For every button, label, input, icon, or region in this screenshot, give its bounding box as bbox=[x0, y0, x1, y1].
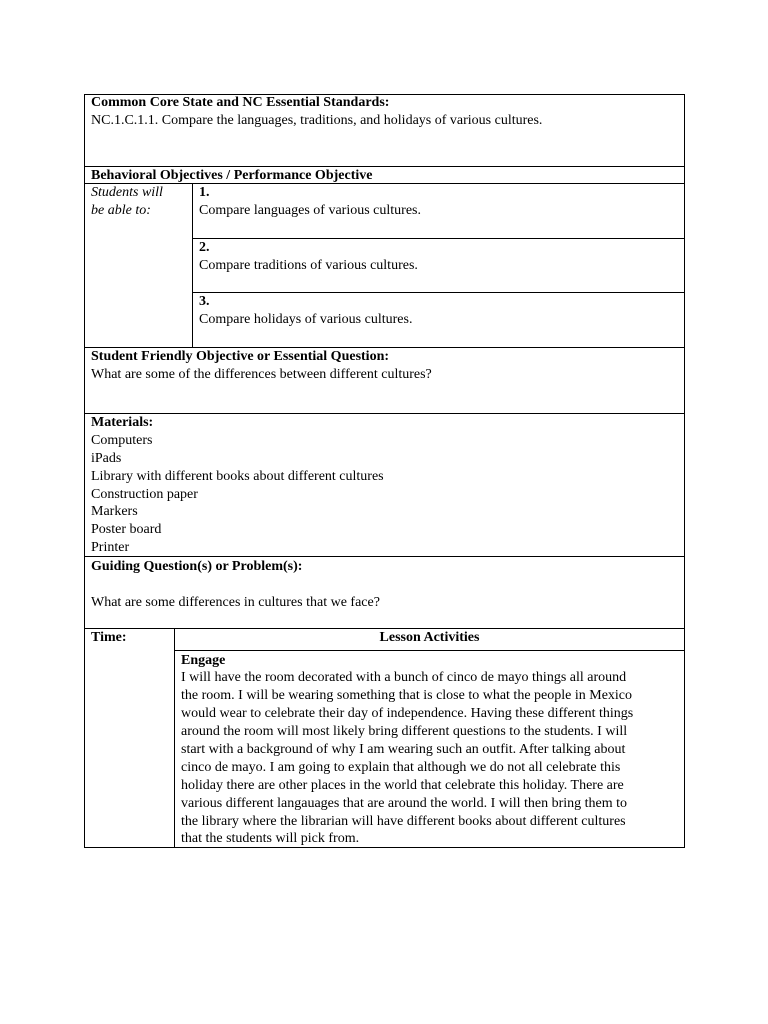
objectives-label-line-1: Students will bbox=[91, 185, 163, 200]
materials-item: Library with different books about different cultures bbox=[91, 469, 384, 484]
lesson-activities-header: Lesson Activities bbox=[379, 630, 480, 645]
objective-number: 2. bbox=[199, 240, 210, 255]
row-divider bbox=[84, 413, 685, 414]
engage-line: I will have the room decorated with a bunch of cinco de mayo things all around bbox=[181, 670, 627, 685]
objectives-heading: Behavioral Objectives / Performance Objective bbox=[91, 168, 373, 183]
engage-line: would wear to celebrate their day of independence. Having these different things bbox=[181, 706, 634, 721]
materials-item: Poster board bbox=[91, 522, 162, 537]
row-divider bbox=[84, 556, 685, 557]
engage-line: holiday there are other places in the world that celebrate this holiday. There are bbox=[181, 778, 624, 793]
engage-line: various different langauages that are around the world. I will then bring them to bbox=[181, 796, 628, 811]
objectives-column-divider bbox=[192, 183, 193, 347]
engage-heading: Engage bbox=[181, 653, 226, 668]
objective-row-divider bbox=[192, 238, 685, 239]
engage-line: cinco de mayo. I am going to explain that although we do not all celebrate this bbox=[181, 760, 621, 775]
engage-line: that the students will pick from. bbox=[181, 831, 360, 846]
materials-item: iPads bbox=[91, 451, 122, 466]
activities-column-divider bbox=[174, 628, 175, 848]
standards-text: NC.1.C.1.1. Compare the languages, traditions, and holidays of various cultures. bbox=[91, 113, 543, 128]
materials-item: Computers bbox=[91, 433, 153, 448]
objective-text: Compare languages of various cultures. bbox=[199, 203, 421, 218]
objective-row-divider bbox=[192, 292, 685, 293]
materials-item: Markers bbox=[91, 504, 138, 519]
engage-line: the room. I will be wearing something that is close to what the people in Mexico bbox=[181, 688, 633, 703]
engage-line: around the room will most likely bring different questions to the students. I will bbox=[181, 724, 628, 739]
materials-item: Printer bbox=[91, 540, 130, 555]
objective-text: Compare holidays of various cultures. bbox=[199, 312, 413, 327]
materials-heading: Materials: bbox=[91, 415, 154, 430]
student-friendly-text: What are some of the differences between different cultures? bbox=[91, 367, 432, 382]
objectives-label-line-2: be able to: bbox=[91, 203, 151, 218]
time-label: Time: bbox=[91, 630, 127, 645]
materials-item: Construction paper bbox=[91, 487, 198, 502]
student-friendly-heading: Student Friendly Objective or Essential Question: bbox=[91, 349, 390, 364]
objective-number: 3. bbox=[199, 294, 210, 309]
activities-header-divider bbox=[174, 650, 685, 651]
engage-line: start with a background of why I am wearing such an outfit. After talking about bbox=[181, 742, 626, 757]
objective-text: Compare traditions of various cultures. bbox=[199, 258, 418, 273]
guiding-text: What are some differences in cultures that we face? bbox=[91, 595, 380, 610]
standards-heading: Common Core State and NC Essential Standards: bbox=[91, 95, 390, 110]
objective-number: 1. bbox=[199, 185, 210, 200]
engage-line: the library where the librarian will have different books about different cultures bbox=[181, 814, 626, 829]
guiding-heading: Guiding Question(s) or Problem(s): bbox=[91, 559, 303, 574]
